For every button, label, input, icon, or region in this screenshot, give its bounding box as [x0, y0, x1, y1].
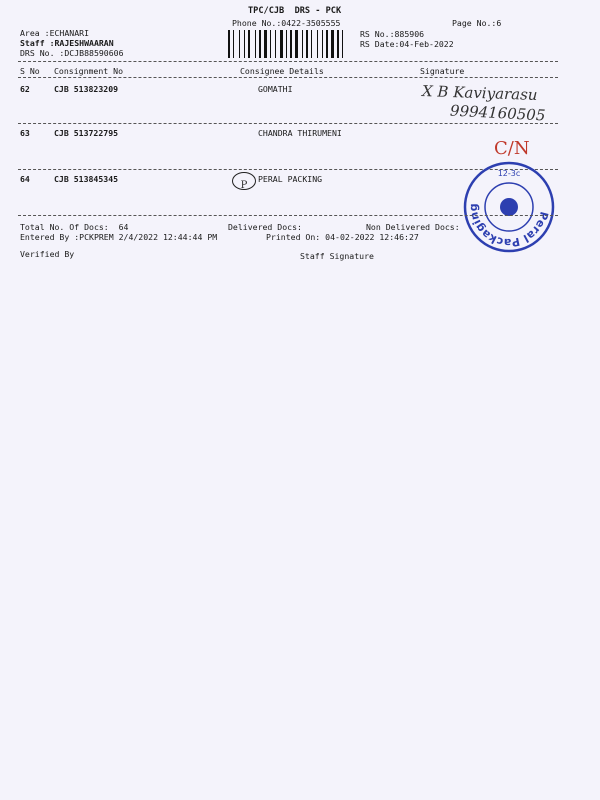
row-62-signature: X B Kaviyarasu: [421, 81, 538, 105]
company-stamp: [462, 160, 556, 254]
barcode-bar: [228, 30, 230, 58]
circled-letter: P: [240, 180, 248, 191]
barcode-bar: [290, 30, 292, 58]
total-docs: Total No. Of Docs: 64: [20, 222, 129, 232]
barcode-bar: [326, 30, 328, 58]
staff-signature: Staff Signature: [300, 251, 374, 261]
barcode: [228, 30, 354, 58]
column-consignee: Consignee Details: [240, 66, 324, 76]
barcode-bar: [262, 30, 263, 58]
barcode-bar: [302, 30, 303, 58]
entered-by: Entered By :PCKPREM 2/4/2022 12:44:44 PM: [20, 232, 218, 242]
drs-number: DRS No. :DCJB88590606: [20, 48, 124, 58]
row-62-consignment: CJB 513823209: [54, 84, 119, 94]
barcode-bar: [306, 30, 308, 58]
barcode-bar: [299, 30, 301, 58]
barcode-bar: [231, 30, 232, 58]
barcode-bar: [255, 30, 256, 58]
barcode-bar: [248, 30, 250, 58]
row-62-sno: 62: [20, 84, 30, 94]
row-64-sno: 64: [20, 174, 30, 184]
barcode-bar: [295, 30, 298, 58]
barcode-bar: [286, 30, 287, 58]
barcode-bar: [335, 30, 336, 58]
page-number: Page No.:6: [452, 18, 502, 28]
doc-title: TPC/CJB DRS - PCK: [248, 6, 342, 16]
barcode-bar: [264, 30, 267, 58]
barcode-bar: [268, 30, 269, 58]
barcode-bar: [293, 30, 294, 58]
row-62-divider: [18, 123, 558, 124]
barcode-bar: [257, 30, 258, 58]
stamp-date: 12-3c: [497, 169, 521, 178]
barcode-bar: [304, 30, 305, 58]
column-signature: Signature: [420, 66, 465, 76]
barcode-bar: [235, 30, 238, 58]
barcode-bar: [309, 30, 310, 58]
barcode-bar: [324, 30, 325, 58]
printed-on: Printed On: 04-02-2022 12:46:27: [266, 232, 419, 242]
barcode-bar: [319, 30, 321, 58]
non-delivered-docs: Non Delivered Docs:: [366, 222, 460, 232]
area-label: Area :ECHANARI: [20, 28, 90, 38]
column-divider: [18, 77, 558, 78]
row-62-consignee: GOMATHI: [258, 84, 293, 94]
table-bottom-divider: [18, 215, 558, 216]
barcode-bar: [246, 30, 247, 58]
circled-mark: [232, 172, 256, 190]
barcode-bar: [272, 30, 274, 58]
column-consignment: Consignment No: [54, 66, 124, 76]
barcode-bar: [270, 30, 271, 58]
header-divider: [18, 61, 558, 62]
barcode-bar: [251, 30, 254, 58]
stamp-text: Peral Packaging: [466, 203, 551, 250]
barcode-bar: [329, 30, 330, 58]
barcode-bar: [313, 30, 316, 58]
barcode-bar: [280, 30, 283, 58]
barcode-bar: [275, 30, 276, 58]
barcode-bar: [331, 30, 334, 58]
barcode-bar: [317, 30, 318, 58]
barcode-bar: [340, 30, 341, 58]
stamp-center-mark: [500, 198, 518, 216]
row-62-phone: 9994160505: [449, 101, 546, 125]
barcode-bar: [259, 30, 261, 58]
barcode-bar: [284, 30, 285, 58]
column-sno: S No: [20, 66, 40, 76]
barcode-bar: [239, 30, 240, 58]
barcode-bar: [322, 30, 323, 58]
barcode-bar: [342, 30, 343, 58]
barcode-bar: [288, 30, 289, 58]
barcode-bar: [244, 30, 245, 58]
staff-label: Staff :RAJESHWAARAN: [20, 38, 114, 48]
barcode-bar: [241, 30, 243, 58]
row-64-consignee: PERAL PACKING: [258, 174, 323, 184]
row-63-consignment: CJB 513722795: [54, 128, 119, 138]
row-63-sno: 63: [20, 128, 30, 138]
row-63-consignee: CHANDRA THIRUMENI: [258, 128, 342, 138]
cn-mark: C/N: [494, 138, 530, 159]
barcode-bar: [233, 30, 234, 58]
barcode-bar: [277, 30, 279, 58]
verified-by: Verified By: [20, 249, 75, 259]
row-64-consignment: CJB 513845345: [54, 174, 119, 184]
rs-number: RS No.:885906: [360, 29, 425, 39]
barcode-bar: [311, 30, 312, 58]
barcode-bar: [337, 30, 339, 58]
delivered-docs: Delivered Docs:: [228, 222, 302, 232]
rs-date: RS Date:04-Feb-2022: [360, 39, 454, 49]
phone-number: Phone No.:0422-3505555: [232, 18, 341, 28]
